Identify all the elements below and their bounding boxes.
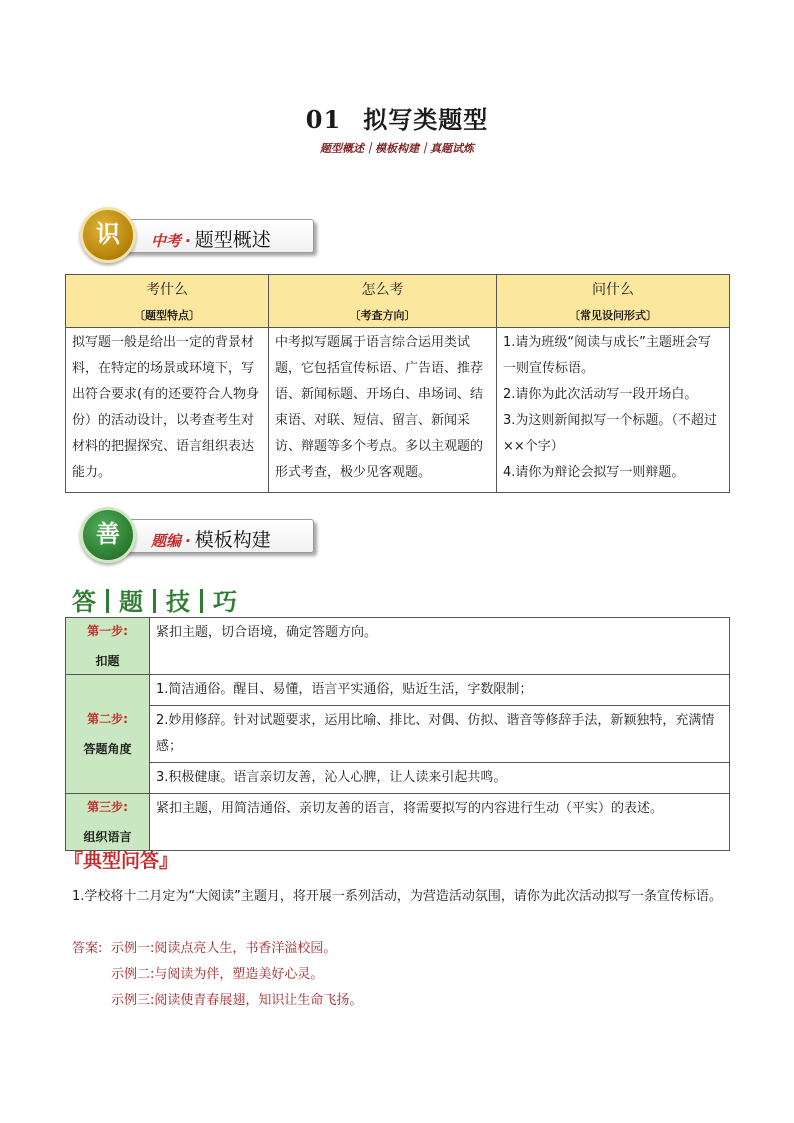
banner-tag: 题编 · 模板构建	[151, 529, 271, 551]
column-subtitle: 〔题型特点〕	[134, 309, 200, 322]
section-banner-template	[80, 507, 320, 563]
banner-tag-text: 中考	[151, 232, 182, 250]
banner-label: 题型概述	[194, 229, 271, 251]
page-title	[0, 100, 794, 135]
step-content: 3.积极健康。语言亲切友善，沁人心脾，让人读来引起共鸣。	[150, 763, 730, 794]
question-form-item: 1.请为班级“阅读与成长”主题班会写一则宣传标语。	[503, 335, 711, 376]
step-number: 第一步:	[87, 624, 128, 638]
tips-char: 答	[72, 588, 96, 616]
direction-cell: 中考拟写题属于语言综合运用类试题，它包括宣传标语、广告语、推荐语、新闻标题、开场白、串场词、结束语、对联、短信、留言、新闻采访、辩题等多个考点。多以主观题的形式考查，极少见客观题。	[269, 328, 497, 493]
step-name: 组织语言	[83, 830, 132, 844]
column-header	[66, 275, 269, 328]
question-form-item: 4.请你为辩论会拟写一则辩题。	[503, 465, 685, 480]
question-form-item: 3.为这则新闻拟写一个标题。（不超过××个字）	[503, 413, 717, 454]
page-subtitle: 题型概述｜模板构建｜真题试炼	[320, 142, 474, 155]
column-title: 考什么	[146, 282, 188, 298]
title-number: 01	[305, 105, 342, 134]
steps-table	[65, 617, 730, 851]
answer-label: 答案:	[72, 941, 103, 956]
question-form-item: 2.请你为此次活动写一段开场白。	[503, 387, 698, 402]
step-content: 紧扣主题，用简洁通俗、亲切友善的语言，将需要拟写的内容进行生动（平实）的表述。	[150, 794, 730, 851]
answer-example: 示例二:与阅读为伴，塑造美好心灵。	[111, 967, 324, 982]
separator	[106, 589, 109, 613]
tips-char: 技	[166, 588, 190, 616]
banner-bar	[120, 519, 314, 553]
section-banner-overview	[80, 207, 320, 263]
green-circle-badge-icon	[80, 507, 136, 563]
column-title: 问什么	[592, 282, 634, 298]
column-header	[269, 275, 497, 328]
banner-label: 模板构建	[194, 529, 271, 551]
step-name: 扣题	[95, 654, 120, 668]
tips-char: 题	[119, 588, 143, 616]
badge-char: 识	[96, 220, 120, 248]
badge-char: 善	[96, 520, 120, 548]
overview-table	[65, 274, 730, 493]
step-content: 紧扣主题，切合语境，确定答题方向。	[150, 618, 730, 675]
banner-tag-text: 题编	[151, 532, 182, 550]
question-text: 1.学校将十二月定为“大阅读”主题月，将开展一系列活动，为营造活动氛围，请你为此次活动拟写一条宣传标语。	[72, 889, 722, 904]
step-label	[66, 675, 150, 794]
title-text: 拟写类题型	[363, 105, 489, 134]
step-label	[66, 618, 150, 675]
question-forms-cell	[497, 328, 730, 493]
step-content: 2.妙用修辞。针对试题要求，运用比喻、排比、对偶、仿拟、谐音等修辞手法，新颖独特，充满情感；	[150, 706, 730, 763]
step-number: 第二步:	[87, 712, 128, 726]
banner-bar	[120, 219, 314, 253]
separator	[153, 589, 156, 613]
tips-char: 巧	[213, 588, 237, 616]
answer-example: 示例三:阅读使青春展翅，知识让生命飞扬。	[111, 993, 363, 1008]
step-content: 1.简洁通俗。醒目、易懂，语言平实通俗，贴近生活，字数限制；	[150, 675, 730, 706]
column-subtitle: 〔考查方向〕	[349, 309, 416, 322]
gold-circle-badge-icon	[80, 207, 136, 263]
step-label	[66, 794, 150, 851]
answer-example: 示例一:阅读点亮人生，书香洋溢校园。	[111, 941, 337, 956]
tips-heading	[72, 582, 237, 617]
step-number: 第三步:	[87, 800, 128, 814]
column-subtitle: 〔常见设问形式〕	[569, 309, 657, 322]
step-name: 答题角度	[83, 742, 132, 756]
qa-heading: 『典型问答』	[64, 850, 179, 872]
banner-tag: 中考 · 题型概述	[151, 229, 271, 251]
feature-cell: 拟写题一般是给出一定的背景材料，在特定的场景或环境下，写出符合要求(有的还要符合人物身份）的活动设计，以考查考生对材料的把握探究、语言组织表达能力。	[66, 328, 269, 493]
column-header	[497, 275, 730, 328]
separator	[200, 589, 203, 613]
column-title: 怎么考	[361, 282, 404, 298]
